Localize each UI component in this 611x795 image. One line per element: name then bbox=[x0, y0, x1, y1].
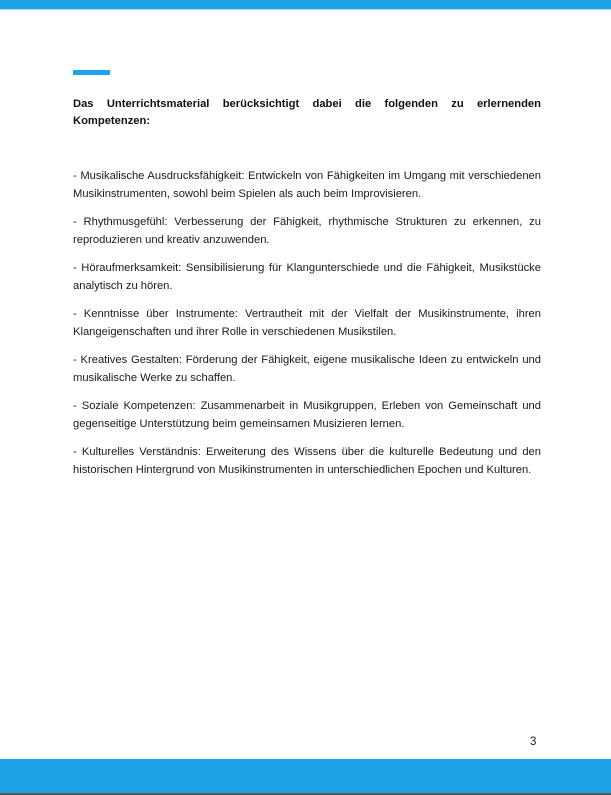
intro-heading: Das Unterrichtsmaterial berücksichtigt dabei die folgenden zu erlernenden Kompetenzen: bbox=[73, 98, 541, 127]
competency-item: - Kreatives Gestalten: Förderung der Fähigkeit, eigene musikalische Ideen zu entwickeln und musikalische Werke zu schaffen. bbox=[73, 354, 541, 384]
competency-item: - Kulturelles Verständnis: Erweiterung des Wissens über die kulturelle Bedeutung und den historischen Hintergrund von Musikinstrumenten in unterschiedlichen Epochen und Kulturen. bbox=[73, 446, 541, 476]
header-bar bbox=[0, 0, 611, 10]
page-number: 3 bbox=[530, 736, 537, 748]
competency-list bbox=[73, 167, 541, 489]
competency-item: - Kenntnisse über Instrumente: Vertrautheit mit der Vielfalt der Musikinstrumente, ihren Klangeigenschaften und ihrer Rolle in verschiedenen Musikstilen. bbox=[73, 308, 541, 338]
competency-item: - Musikalische Ausdrucksfähigkeit: Entwickeln von Fähigkeiten im Umgang mit verschiedenen Musikinstrumenten, sowohl beim Spielen als auch beim Improvisieren. bbox=[73, 170, 541, 200]
footer-bar bbox=[0, 759, 611, 795]
competency-item: - Höraufmerksamkeit: Sensibilisierung für Klangunterschiede und die Fähigkeit, Musikstücke analytisch zu hören. bbox=[73, 262, 541, 292]
competency-item: - Soziale Kompetenzen: Zusammenarbeit in Musikgruppen, Erleben von Gemeinschaft und gegenseitige Unterstützung beim gemeinsamen Musizieren lernen. bbox=[73, 400, 541, 430]
section-accent-line bbox=[73, 70, 110, 75]
competency-item: - Rhythmusgefühl: Verbesserung der Fähigkeit, rhythmische Strukturen zu erkennen, zu reproduzieren und kreativ anzuwenden. bbox=[73, 216, 541, 246]
